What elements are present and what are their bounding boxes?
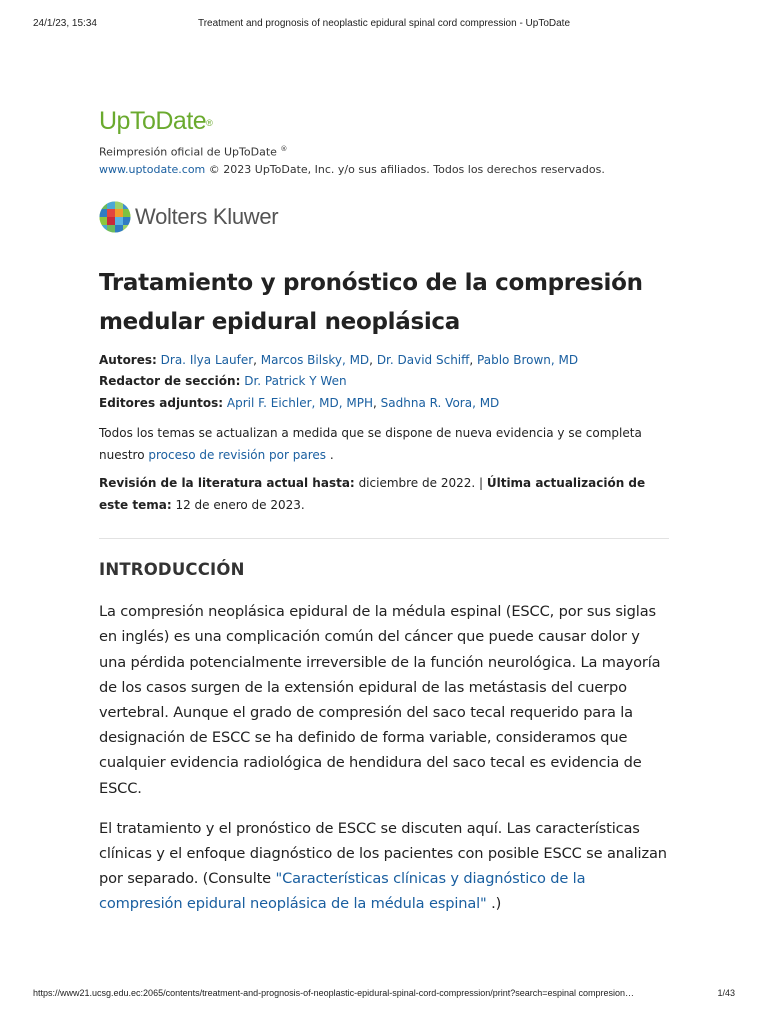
- publisher-name: Wolters Kluwer: [135, 203, 279, 229]
- reprint-text: Reimpresión oficial de UpToDate: [99, 145, 277, 159]
- copyright-line: [99, 161, 669, 178]
- related-topic-link[interactable]: "Características clínicas y diagnóstico de la compresión epidural neoplásica de la médula espinal": [99, 870, 586, 913]
- registered-mark: ®: [206, 118, 213, 128]
- section-editor-link[interactable]: Dr. Patrick Y Wen: [244, 374, 347, 389]
- print-datetime: 24/1/23, 15:34: [33, 18, 97, 29]
- article-meta: [99, 350, 669, 415]
- lit-review-date: diciembre de 2022.: [358, 476, 476, 491]
- uptodate-site-link[interactable]: www.uptodate.com: [99, 162, 206, 176]
- reprint-registered-mark: ®: [280, 145, 288, 153]
- print-footer: [33, 988, 735, 1002]
- last-update-date: 12 de enero de 2023.: [175, 498, 305, 513]
- print-url: https://www21.ucsg.edu.ec:2065/contents/treatment-and-prognosis-of-neoplastic-epidural-spinal-cord-compression/print?search=espinal compresion…: [33, 988, 635, 998]
- authors-label: Autores: [99, 352, 153, 367]
- deputy-editor-link[interactable]: April F. Eichler, MD, MPH: [226, 395, 374, 410]
- section-editor-row: [99, 371, 669, 393]
- reprint-notice: [99, 141, 669, 161]
- article-content: [99, 106, 669, 917]
- peer-review-link[interactable]: proceso de revisión por pares: [148, 448, 327, 463]
- authors-row: Autores: Dra. Ilya Laufer, Marcos Bilsky, MD, Dr. David Schiff, Pablo Brown, MD: [99, 352, 579, 367]
- author-link[interactable]: Dr. David Schiff: [376, 352, 470, 367]
- update-note-text: Todos los temas se actualizan a medida que se dispone de nueva evidencia y se completa nuestro: [99, 426, 642, 463]
- uptodate-logo-text: UpToDate: [99, 107, 207, 135]
- deputy-editor-link[interactable]: Sadhna R. Vora, MD: [380, 395, 500, 410]
- section-heading: INTRODUCCIÓN: [99, 560, 245, 580]
- review-dates: Revisión de la literatura actual hasta: diciembre de 2022. | Última actualización de este tema: 12 de enero de 2023.: [99, 476, 646, 513]
- uptodate-logo[interactable]: [99, 106, 669, 138]
- intro-paragraph-1: La compresión neoplásica epidural de la médula espinal (ESCC, por sus siglas en inglés) es una complicación común del cáncer que puede causar dolor y una pérdida potencialmente irreversible de la función neurológica. La mayoría de los casos surgen de la extensión epidural de las metástasis del cuerpo vertebral. Aunque el grado de compresión del saco tecal requerido para la designación de ESCC se ha definido de forma variable, consideramos que cualquier evidencia radiológica de hendidura del saco tecal es evidencia de ESCC.: [99, 603, 661, 797]
- wolters-kluwer-logo[interactable]: [99, 200, 669, 234]
- wolters-kluwer-globe-icon: [99, 201, 131, 233]
- section-editor-label: Redactor de sección:: [99, 374, 241, 389]
- intro-paragraph-2: [99, 816, 669, 917]
- print-header: [33, 18, 735, 32]
- article-title: Tratamiento y pronóstico de la compresión medular epidural neoplásica: [99, 269, 643, 335]
- update-note-end: .: [329, 448, 334, 463]
- intro-paragraph-2-text: El tratamiento y el pronóstico de ESCC se discuten aquí. Las características clínicas y el enfoque diagnóstico de los pacientes con posible ESCC se analizan por separado. (Consulte: [99, 819, 667, 888]
- update-note: [99, 422, 669, 466]
- intro-paragraph-2-end: .): [491, 895, 502, 913]
- copyright-text: © 2023 UpToDate, Inc. y/o sus afiliados. Todos los derechos reservados.: [208, 162, 605, 176]
- last-update-label: Última actualización de este tema: [99, 476, 646, 513]
- author-link[interactable]: Pablo Brown, MD: [477, 352, 579, 367]
- page-number: 1/43: [717, 988, 735, 998]
- lit-review-label: Revisión de la literatura actual hasta: [99, 476, 350, 491]
- section-divider: [99, 538, 669, 539]
- deputy-editors-row: Editores adjuntos: April F. Eichler, MD, MPH, Sadhna R. Vora, MD: [99, 395, 500, 410]
- author-link[interactable]: Marcos Bilsky, MD: [260, 352, 370, 367]
- author-link[interactable]: Dra. Ilya Laufer: [160, 352, 254, 367]
- print-page-title: Treatment and prognosis of neoplastic epidural spinal cord compression - UpToDate: [197, 18, 571, 29]
- deputy-editors-label: Editores adjuntos: [99, 395, 219, 410]
